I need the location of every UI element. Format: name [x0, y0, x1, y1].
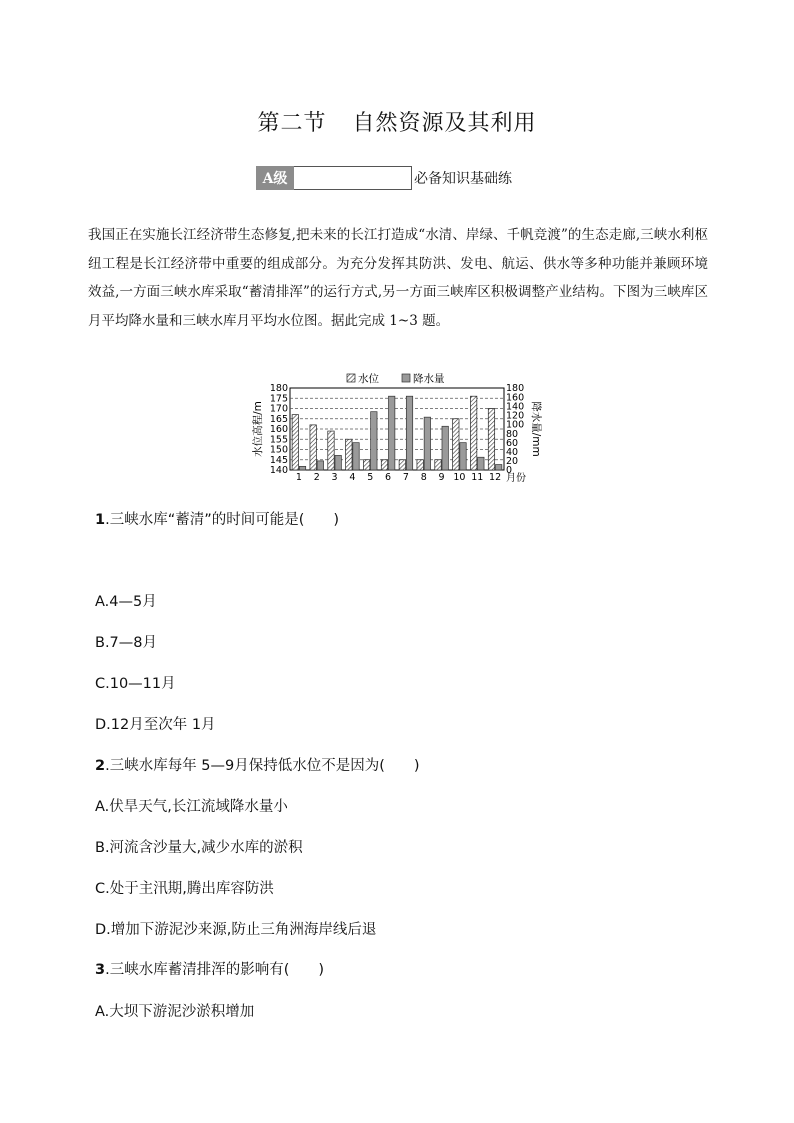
- x-tick-label: 9: [438, 472, 445, 483]
- precipitation-bar: [478, 457, 484, 470]
- y-right-axis-label: 降水量/mm: [530, 401, 542, 457]
- legend-label-precipitation: 降水量: [413, 373, 445, 385]
- water-level-bar: [399, 460, 405, 470]
- precipitation-bar: [317, 461, 323, 470]
- y-left-tick-label: 160: [269, 424, 288, 436]
- y-left-tick-label: 165: [269, 413, 288, 425]
- y-right-tick-label: 20: [506, 456, 519, 468]
- precipitation-bar: [460, 443, 466, 470]
- x-tick-label: 8: [420, 472, 427, 483]
- y-right-tick-label: 140: [506, 401, 525, 413]
- question-stem: .三峡水库每年 5—9月保持低水位不是因为( ): [105, 758, 420, 774]
- question-2: [95, 754, 420, 775]
- x-tick-label: 12: [489, 472, 502, 483]
- intro-paragraph: 我国正在实施长江经济带生态修复,把未来的长江打造成“水清、岸绿、千帆竞渡”的生态走廊,三峡水利枢纽工程是长江经济带中重要的组成部分。为充分发挥其防洪、发电、航运、供水等多种功能并兼顾环境效益,一方面三峡水库采取“蓄清排浑”的运行方式,另一方面三峡库区积极调整产业结构。下图为三峡库区月平均降水量和三峡水库月平均水位图。据此完成 1~3 题。: [88, 227, 708, 329]
- x-tick-label: 1: [295, 472, 302, 483]
- y-right-tick-label: 40: [506, 446, 519, 458]
- question-stem: .三峡水库“蓄清”的时间可能是( ): [105, 512, 340, 528]
- precipitation-bar: [299, 466, 305, 470]
- x-tick-label: 2: [313, 472, 320, 483]
- y-left-tick-label: 170: [269, 403, 288, 415]
- water-level-bar: [328, 431, 334, 470]
- answer-option: A.4—5月: [95, 594, 157, 610]
- precipitation-bar: [442, 426, 448, 470]
- y-left-tick-label: 175: [269, 393, 288, 405]
- x-tick-label: 4: [349, 472, 356, 483]
- answer-option: C.10—11月: [95, 676, 176, 692]
- y-left-tick-label: 155: [269, 434, 288, 446]
- precipitation-bar: [406, 396, 412, 470]
- answer-option: A.伏旱天气,长江流域降水量小: [95, 799, 288, 815]
- precipitation-bar: [388, 396, 394, 470]
- water-level-bar: [346, 439, 352, 470]
- y-right-tick-label: 80: [506, 428, 519, 440]
- water-level-bar: [381, 460, 387, 470]
- precipitation-bar: [335, 455, 341, 470]
- question-stem: .三峡水库蓄清排浑的影响有( ): [105, 962, 325, 978]
- precipitation-bar: [495, 465, 501, 470]
- section-title: 自然资源及其利用: [352, 111, 537, 136]
- water-level-bar: [470, 396, 476, 470]
- legend-swatch-precipitation: [402, 374, 410, 382]
- y-right-tick-label: 180: [506, 383, 525, 395]
- y-left-tick-label: 150: [269, 444, 288, 456]
- legend-swatch-water-level: [347, 374, 355, 382]
- x-tick-label: 6: [385, 472, 392, 483]
- page-title: [0, 106, 794, 137]
- question-number: 3: [95, 962, 106, 978]
- level-box: [294, 166, 412, 190]
- level-header: [256, 165, 512, 191]
- water-level-bar: [435, 460, 441, 470]
- precipitation-bar: [353, 443, 359, 470]
- level-text: 必备知识基础练: [414, 171, 512, 187]
- level-badge: A级: [256, 166, 294, 190]
- water-level-bar: [292, 415, 298, 470]
- y-right-tick-label: 160: [506, 392, 525, 404]
- precipitation-bar: [424, 417, 430, 470]
- water-level-bar: [417, 460, 423, 470]
- x-tick-label: 3: [331, 472, 338, 483]
- x-tick-label: 5: [367, 472, 374, 483]
- y-right-tick-label: 60: [506, 437, 519, 449]
- y-left-tick-label: 180: [269, 383, 288, 395]
- legend-label-water-level: 水位: [358, 373, 379, 385]
- y-left-tick-label: 145: [269, 454, 288, 466]
- y-left-tick-label: 140: [269, 465, 288, 477]
- answer-option: B.河流含沙量大,减少水库的淤积: [95, 840, 303, 856]
- water-level-bar: [363, 460, 369, 470]
- water-level-bar: [453, 419, 459, 470]
- answer-option: D.12月至次年 1月: [95, 717, 216, 733]
- y-right-tick-label: 0: [506, 465, 513, 477]
- y-right-tick-label: 120: [506, 410, 525, 422]
- question-number: 2: [95, 758, 106, 774]
- question-number: 1: [95, 512, 106, 528]
- y-right-tick-label: 100: [506, 419, 525, 431]
- answer-option: D.增加下游泥沙来源,防止三角洲海岸线后退: [95, 922, 377, 938]
- answer-option: A.大坝下游泥沙淤积增加: [95, 1004, 255, 1020]
- rainfall-water-level-chart: [252, 370, 542, 492]
- question-3: [95, 958, 324, 979]
- x-axis-unit: 月份: [506, 473, 526, 484]
- water-level-bar: [310, 425, 316, 470]
- section-number: 第二节: [257, 111, 327, 136]
- water-level-bar: [488, 409, 494, 471]
- precipitation-bar: [371, 412, 377, 470]
- question-1: [95, 508, 339, 529]
- x-tick-label: 7: [402, 472, 409, 483]
- y-left-axis-label: 水位高程/m: [252, 401, 264, 457]
- answer-option: C.处于主汛期,腾出库容防洪: [95, 881, 274, 897]
- answer-option: B.7—8月: [95, 635, 158, 651]
- x-tick-label: 11: [471, 472, 484, 483]
- x-tick-label: 10: [453, 472, 466, 483]
